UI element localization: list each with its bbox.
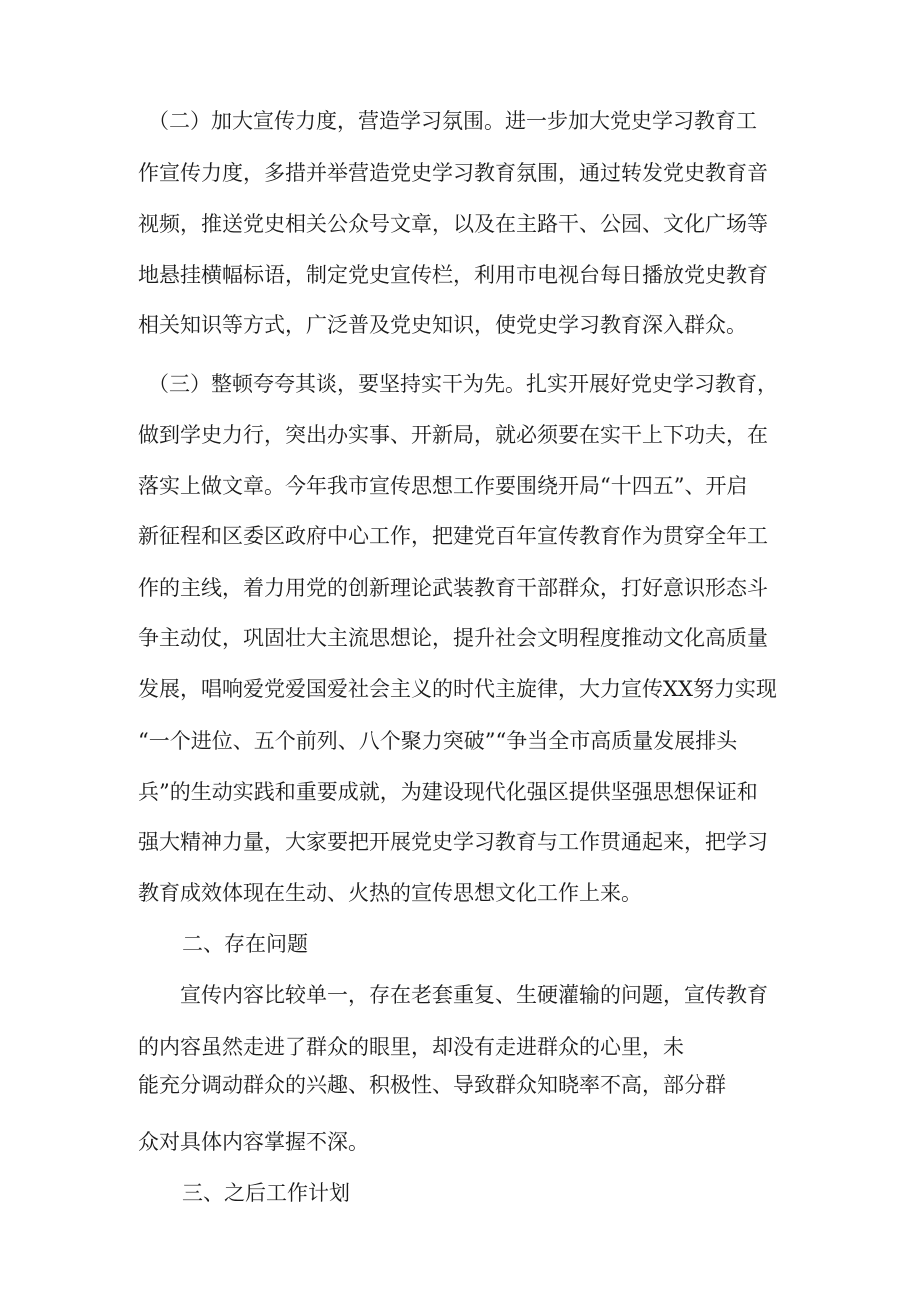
section-heading: 三、之后工作计划 — [182, 1181, 350, 1205]
text-line: 的内容虽然走进了群众的眼里，却没有走进群众的心里，未 — [138, 1035, 684, 1059]
text-line: （三）整顿夸夸其谈，要坚持实干为先。扎实开展好党史学习教育， — [148, 372, 778, 396]
text-line: 兵”的生动实践和重要成就，为建设现代化强区提供坚强思想保证和 — [138, 780, 758, 804]
text-line: 强大精神力量，大家要把开展党史学习教育与工作贯通起来，把学习 — [138, 830, 768, 854]
text-line: 新征程和区委区政府中心工作，把建党百年宣传教育作为贯穿全年工 — [138, 524, 768, 548]
text-line: 地悬挂横幅标语，制定党史宣传栏，利用市电视台每日播放党史教育 — [138, 263, 768, 287]
text-line: 众对具体内容掌握不深。 — [138, 1130, 369, 1154]
text-line: 作的主线，着力用党的创新理论武装教育干部群众，打好意识形态斗 — [138, 576, 768, 600]
text-line: 作宣传力度，多措并举营造党史学习教育氛围，通过转发党史教育音 — [138, 161, 768, 185]
text-line: 发展，唱响爱党爱国爱社会主义的时代主旋律，大力宣传XX努力实现 — [138, 677, 777, 701]
text-line: 视频，推送党史相关公众号文章，以及在主路干、公园、文化广场等 — [138, 212, 768, 236]
text-line: “一个进位、五个前列、八个聚力突破”“争当全市高质量发展排头 — [138, 729, 738, 753]
text-line: 能充分调动群众的兴趣、积极性、导致群众知晓率不高，部分群 — [138, 1073, 726, 1097]
text-line: 做到学史力行，突出办实事、开新局，就必须要在实干上下功夫，在 — [138, 423, 768, 447]
text-line: 宣传内容比较单一，存在老套重复、生硬灌输的问题，宣传教育 — [180, 983, 768, 1007]
text-line: 教育成效体现在生动、火热的宣传思想文化工作上来。 — [138, 881, 642, 905]
text-line: 争主动仗，巩固壮大主流思想论，提升社会文明程度推动文化高质量 — [138, 626, 768, 650]
text-line: 相关知识等方式，广泛普及党史知识，使党史学习教育深入群众。 — [138, 313, 747, 337]
section-heading: 二、存在问题 — [182, 932, 308, 956]
text-line: 落实上做文章。今年我市宣传思想工作要围绕开局“十四五”、开启 — [138, 474, 748, 498]
text-line: （二）加大宣传力度，营造学习氛围。进一步加大党史学习教育工 — [148, 109, 757, 133]
